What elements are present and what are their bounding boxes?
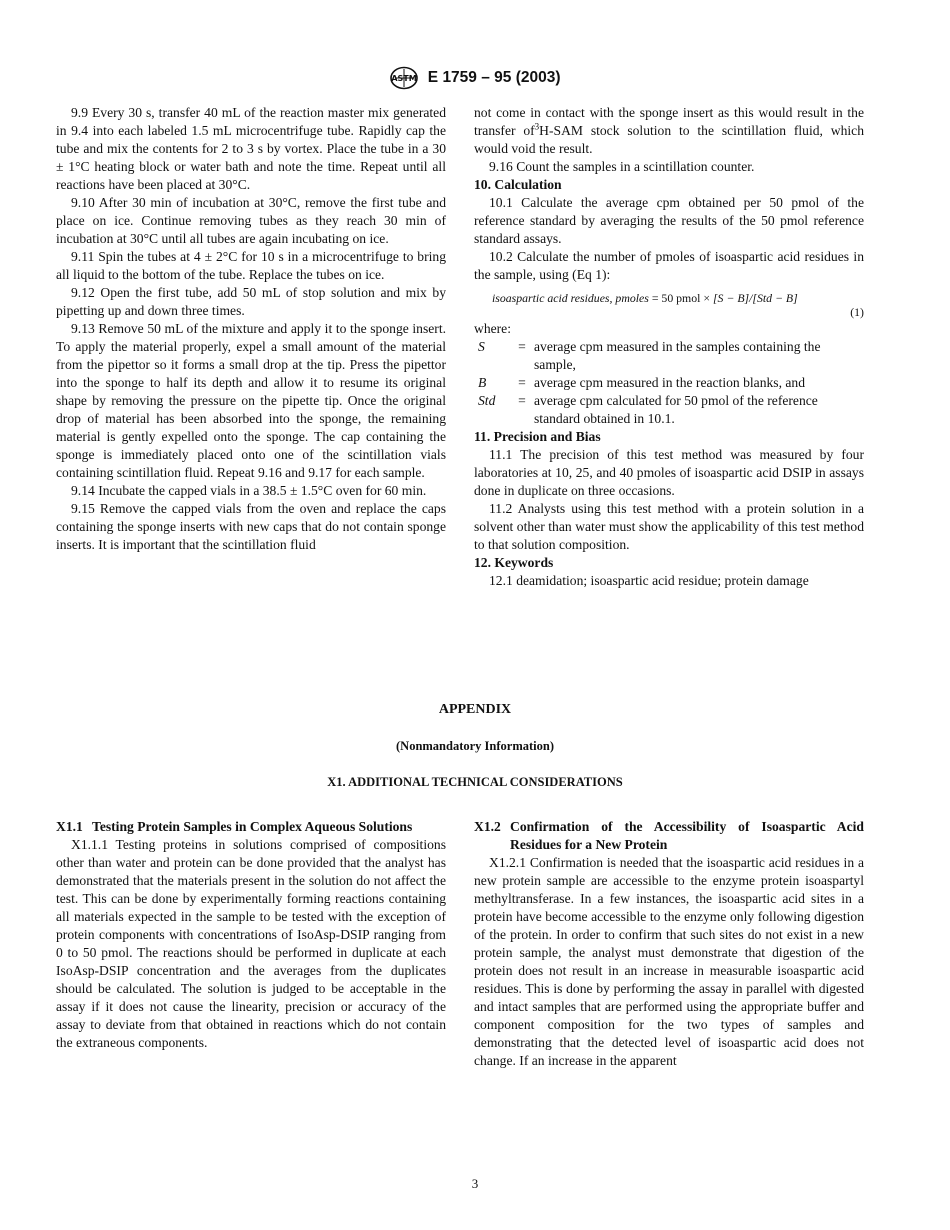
x1-2-heading: X1.2 Confirmation of the Accessibility of Isoaspartic Acid Residues for a New Protein	[474, 819, 864, 852]
definition-s: S = average cpm measured in the samples containing the sample,	[478, 339, 821, 372]
left-column	[56, 104, 446, 554]
definition-std: Std = average cpm calculated for 50 pmol of the reference standard obtained in 10.1.	[478, 393, 818, 426]
appendix-subtitle: (Nonmandatory Information)	[396, 739, 554, 753]
appendix-section-title: X1. ADDITIONAL TECHNICAL CONSIDERATIONS	[327, 775, 623, 789]
right-column	[474, 104, 864, 590]
paragraph-11-2: 11.2 Analysts using this test method with a protein solution in a solvent other than water must show the applicability of this test method to that solution composition.	[474, 501, 864, 552]
appendix-title: APPENDIX	[438, 702, 512, 717]
section-10-heading: 10. Calculation	[474, 177, 562, 192]
paragraph-x1-2-1: X1.2.1 Confirmation is needed that the isoaspartic acid residues in a new protein sample are accessible to the enzyme protein isoaspartyl methyltransferase. In a few instances, the isoaspartic acid sites in a protein have become accessible to the enzyme only following digestion of the protein. In order to confirm that such sites do not exist in a new protein sample, the analyst must demonstrate that digestion of the protein does not result in an increase in measurable isoaspartic acid residues. This is done by performing the assay in parallel with digested and intact samples that are performed using the appropriate buffer and component composition for the two types of samples and demonstrating that the detected level of isoaspartic acid does not change. If an increase in the apparent	[474, 855, 864, 1068]
where-block	[474, 320, 864, 428]
paragraph-11-1: 11.1 The precision of this test method was measured by four laboratories at 10, 25, and 40 pmoles of isoaspartic acid DSIP in assays done in duplicate on three occasions.	[474, 447, 864, 498]
paragraph-10-2: 10.2 Calculate the number of pmoles of isoaspartic acid residues in the sample, using (Eq 1):	[474, 249, 864, 282]
paragraph-x1-1-1: X1.1.1 Testing proteins in solutions comprised of compositions other than water and protein can be done provided that the analyst has demonstrated that the materials present in the solution do not affect the test. This can be done by experimentally forming reactions containing all materials expected in the sample to be tested with the exception of protein components with concentrations of IsoAsp-DSIP ranging from 0 to 50 pmol. The reactions should be performed in duplicate at each IsoAsp-DSIP concentration and the averages from the duplicates should be calculated. The solution is judged to be acceptable in the assay if it does not cause the linearity, precision or accuracy of the assay to deviate from that obtained in reactions which do not contain the extraneous components.	[56, 837, 446, 1050]
appendix-right-column	[474, 818, 864, 1070]
where-label: where:	[474, 321, 511, 336]
paragraph-9-12: 9.12 Open the first tube, add 50 mL of stop solution and mix by pipetting up and down three times.	[56, 285, 446, 318]
equation-1: isoaspartic acid residues, pmoles = 50 pmol × [S − B]/[Std − B] (1)	[492, 291, 864, 319]
document-designation: E 1759 – 95 (2003)	[427, 69, 561, 87]
appendix-left-column	[56, 818, 446, 1052]
page-header	[0, 66, 950, 90]
x1-1-heading: X1.1 Testing Protein Samples in Complex Aqueous Solutions	[56, 819, 413, 834]
paragraph-12-1: 12.1 deamidation; isoaspartic acid residue; protein damage	[489, 573, 809, 588]
paragraph-9-14: 9.14 Incubate the capped vials in a 38.5 ± 1.5°C oven for 60 min.	[71, 483, 427, 498]
paragraph-9-15: 9.15 Remove the capped vials from the oven and replace the caps containing the sponge inserts with new caps that do not contain sponge inserts. It is important that the scintillation fluid	[56, 501, 446, 552]
astm-logo-icon	[389, 66, 419, 90]
page-number: 3	[471, 1176, 479, 1191]
paragraph-10-1: 10.1 Calculate the average cpm obtained per 50 pmol of the reference standard by averaging the results of the 50 pmol reference standard assays.	[474, 195, 864, 246]
svg-text:ASTM: ASTM	[391, 74, 418, 83]
equation-number: (1)	[850, 305, 864, 319]
paragraph-9-10: 9.10 After 30 min of incubation at 30°C, remove the first tube and place on ice. Continue removing tubes as they reach 30 min of incubation at 30°C until all tubes are again incubating on ice.	[56, 195, 446, 246]
paragraph-9-15-continued: not come in contact with the sponge insert as this would result in the transfer $of^3H$-SAM stock solution to the scintillation fluid, which would void the result.	[474, 105, 864, 156]
definition-b: B = average cpm measured in the reaction blanks, and	[478, 375, 806, 390]
paragraph-9-9: 9.9 Every 30 s, transfer 40 mL of the reaction master mix generated in 9.4 into each labeled 1.5 mL microcentrifuge tube. Rapidly cap the tube and mix the contents for 2 to 3 s by vortex. Place the tube in a 30 ± 1°C heating block or water bath and note the time. Repeat until all reactions have been placed at 30°C.	[56, 105, 446, 192]
section-11-heading: 11. Precision and Bias	[474, 429, 601, 444]
paragraph-9-16: 9.16 Count the samples in a scintillation counter.	[489, 159, 755, 174]
paragraph-9-13: 9.13 Remove 50 mL of the mixture and apply it to the sponge insert. To apply the material properly, expel a small amount of the material from the pipettor so it forms a small drop at the tip. Press the pipettor into the sponge to half its depth and allow it to resume its original shape by removing the pressure on the pipette tip. Once the original drop of material has been absorbed into the sponge, the remaining material is gently expelled onto the sponge. The cap containing the sponge is immediately placed onto one of the scintillation vials containing scintillation fluid. Repeat 9.16 and 9.17 for each sample.	[56, 321, 446, 480]
section-12-heading: 12. Keywords	[474, 555, 554, 570]
paragraph-9-11: 9.11 Spin the tubes at 4 ± 2°C for 10 s in a microcentrifuge to bring all liquid to the bottom of the tube. Replace the tubes on ice.	[56, 249, 446, 282]
